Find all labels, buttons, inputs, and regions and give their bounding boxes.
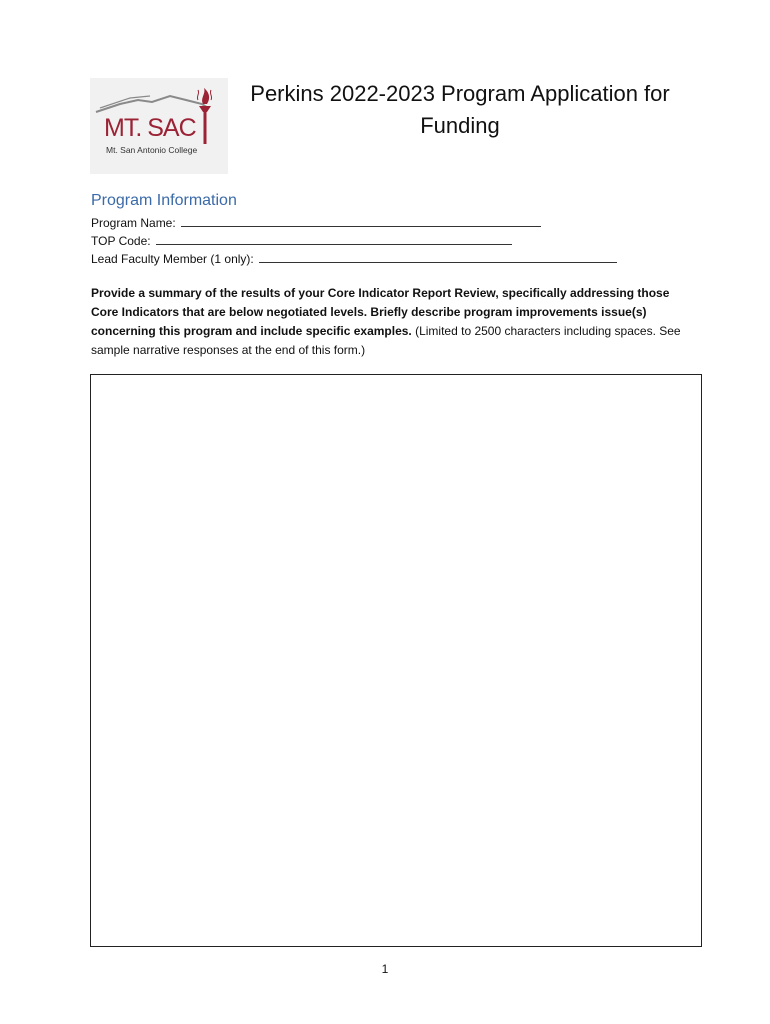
program-name-label: Program Name: (91, 216, 176, 230)
instructions-text (91, 284, 681, 360)
title-line-1: Perkins 2022-2023 Program Application for (250, 81, 670, 106)
lead-faculty-field[interactable] (259, 250, 617, 263)
mt-sac-logo (90, 78, 228, 174)
lead-faculty-row (91, 250, 617, 268)
lead-faculty-label: Lead Faculty Member (1 only): (91, 252, 254, 266)
program-name-field[interactable] (181, 214, 541, 227)
logo-subtitle: Mt. San Antonio College (106, 145, 198, 155)
top-code-row (91, 232, 617, 250)
summary-answer-box[interactable] (90, 374, 702, 947)
top-code-field[interactable] (156, 232, 512, 245)
program-fields (91, 214, 617, 268)
instructions-note: (Limited to 2500 characters including spaces. See sample narrative responses at the end of this form.) (91, 324, 681, 357)
top-code-label: TOP Code: (91, 234, 151, 248)
section-heading: Program Information (91, 192, 237, 209)
program-name-row (91, 214, 617, 232)
title-line-2: Funding (420, 113, 500, 138)
instructions-bold: Provide a summary of the results of your Core Indicator Report Review, specifically addressing those Core Indicators that are below negotiated levels. Briefly describe program improvements issue(s) concerning this program and include specific examples. (91, 286, 670, 338)
page-number: 1 (381, 962, 389, 976)
logo-wordmark: MT. SAC (104, 114, 196, 142)
page-title (245, 78, 675, 142)
